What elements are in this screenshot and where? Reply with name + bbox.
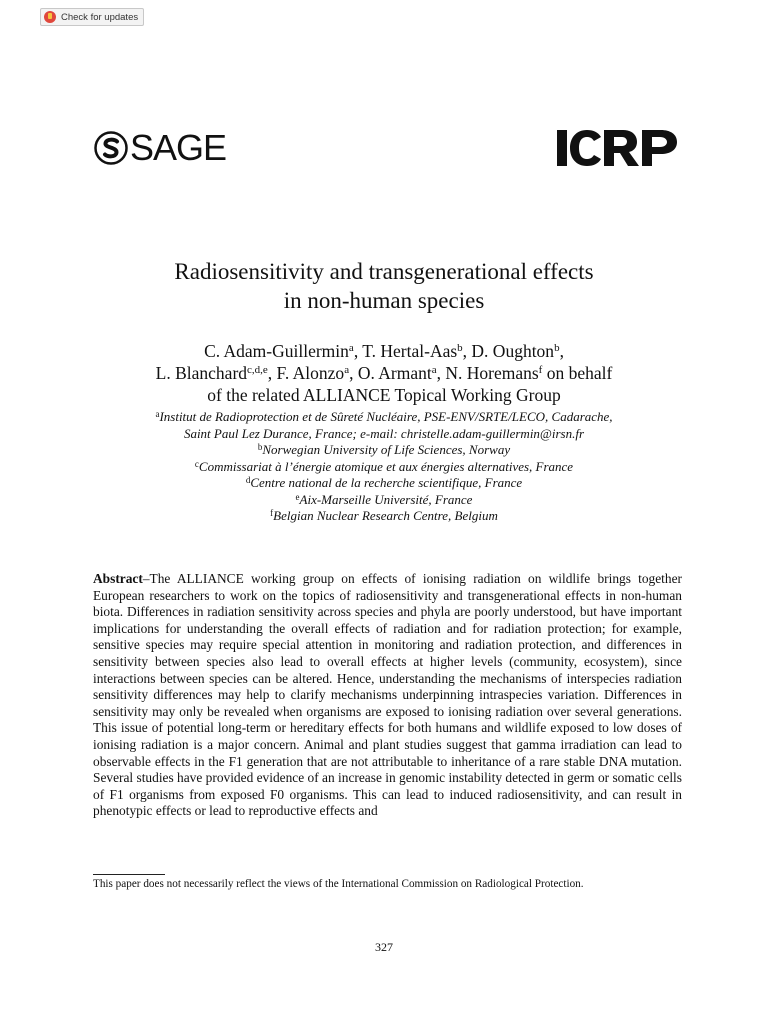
author-affiliation-mark: f <box>538 364 543 376</box>
author-affiliation-mark: a <box>348 342 354 354</box>
author-separator: , <box>349 363 358 383</box>
author-affiliation-mark: b <box>457 342 463 354</box>
author-separator: , <box>436 363 446 383</box>
affiliation-text: Commissariat à l’énergie atomique et aux énergies alternatives, France <box>198 458 574 474</box>
author-affiliation-mark: a <box>344 364 350 376</box>
affiliation-line <box>0 442 768 459</box>
author-name: O. Armant <box>357 363 432 383</box>
author-name: D. Oughton <box>471 341 555 361</box>
affiliation-line <box>0 475 768 492</box>
author-name: C. Adam-Guillermin <box>204 341 349 361</box>
author-affiliation-mark: c,d,e <box>247 364 268 376</box>
affiliation-mark: d <box>245 475 251 485</box>
abstract-text: The ALLIANCE working group on effects of ionising radiation on wildlife brings together European researchers to work on the topics of radiosensitivity and transgenerational effects in non-human biota. Differences in radiation sensitivity across species and phyla are poorly understood, but have important implications for understanding the overall effects of radiation and for radiation protection; for example, sensitive species may require special attention in monitoring and radiation protection, and differences in sensitivity between species also lead to overall effects at higher levels (community, ecosystem), since interactions between species can be altered. Hence, understanding the mechanisms of interspecies radiation sensitivity differences may help to clarify mechanisms underpinning intraspecies variation. Differences in sensitivity may only be revealed when organisms are exposed to ionising radiation over several generations. This issue of potential long-term or hereditary effects for both humans and wildlife exposed to low doses of ionising radiation is a major concern. Animal and plant studies suggest that gamma irradiation can lead to observable effects in the F1 generation that are not attributable to inheritance of a rare stable DNA mutation. Several studies have provided evidence of an increase in genomic instability detected in germ or somatic cells of F1 organisms from exposed F0 organisms. This can lead to induced radiosensitivity, and can result in phenotypic effects or lead to reproductive effects and <box>93 571 682 819</box>
abstract-dash: – <box>142 571 150 586</box>
footnote-rule <box>93 874 165 875</box>
author-separator: , <box>559 341 564 361</box>
sage-logo <box>94 128 226 168</box>
author-line-2 <box>0 362 768 384</box>
affiliation-mark: e <box>295 491 300 502</box>
affiliation-text: Institut de Radioprotection et de Sûreté Nucléaire, PSE-ENV/SRTE/LECO, Cadarache, <box>159 409 613 424</box>
check-for-updates-badge[interactable] <box>40 8 144 26</box>
author-list <box>0 340 768 406</box>
affiliation-list <box>0 409 768 525</box>
footnote: This paper does not necessarily reflect the views of the International Commission on Radiological Protection. <box>93 878 584 890</box>
author-separator: , <box>267 363 277 383</box>
affiliation-line <box>0 426 768 443</box>
title-line: in non-human species <box>283 288 485 313</box>
author-name: N. Horemans <box>445 363 539 383</box>
affiliation-text: Norwegian University of Life Sciences, Norway <box>262 442 511 457</box>
author-separator: , <box>462 341 472 361</box>
abstract-paragraph <box>93 571 682 820</box>
author-name: L. Blanchard <box>155 363 248 383</box>
crossmark-icon <box>44 11 56 23</box>
affiliation-text: Centre national de la recherche scientifique, France <box>250 475 523 490</box>
sage-wordmark: SAGE <box>130 127 227 168</box>
author-separator: , <box>353 341 363 361</box>
author-affiliation-mark: a <box>431 364 437 376</box>
affiliation-mark: b <box>257 442 263 452</box>
paper-title <box>0 257 768 315</box>
author-separator: on behalf <box>542 363 613 383</box>
affiliation-text: Saint Paul Lez Durance, France; e-mail: christelle.adam-guillermin@irsn.fr <box>183 425 585 441</box>
author-affiliation-mark: b <box>554 342 560 354</box>
affiliation-text: Aix-Marseille Université, France <box>299 491 473 507</box>
author-name: T. Hertal-Aas <box>362 341 458 361</box>
abstract-label: Abstract <box>93 571 143 586</box>
page-number: 327 <box>375 940 393 954</box>
icrp-wordmark <box>557 128 683 168</box>
affiliation-mark: f <box>270 508 274 518</box>
affiliation-line <box>0 409 768 426</box>
affiliation-line <box>0 459 768 476</box>
affiliation-text: Belgian Nuclear Research Centre, Belgium <box>273 508 498 523</box>
author-name: F. Alonzo <box>276 363 345 383</box>
affiliation-mark: a <box>155 409 160 419</box>
affiliation-line <box>0 492 768 509</box>
sage-emblem-icon <box>94 131 128 165</box>
check-for-updates-label: Check for updates <box>61 11 139 23</box>
title-line: Radiosensitivity and transgenerational effects <box>174 259 594 284</box>
affiliation-line <box>0 508 768 525</box>
affiliation-mark: c <box>194 458 199 469</box>
icrp-logo <box>557 128 683 172</box>
author-line-3: of the related ALLIANCE Topical Working Group <box>207 385 561 405</box>
author-line-1 <box>0 340 768 362</box>
